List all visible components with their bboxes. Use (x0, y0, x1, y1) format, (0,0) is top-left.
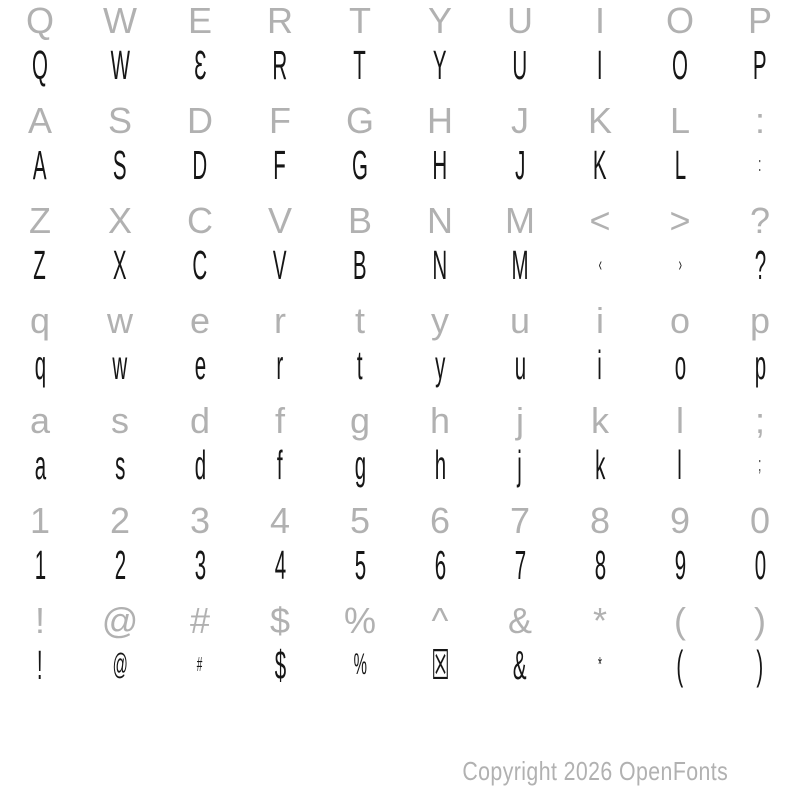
glyph-char: R (272, 41, 288, 88)
reference-char: T (349, 0, 371, 41)
glyph-char: C (192, 241, 208, 288)
glyph-char: ? (754, 241, 766, 288)
reference-char: g (349, 400, 371, 441)
reference-char: P (747, 0, 772, 41)
reference-char: Y (427, 0, 452, 41)
glyph-char: B (353, 241, 367, 288)
glyph-char: G (352, 141, 368, 188)
reference-char: u (509, 300, 531, 341)
reference-row (0, 200, 800, 242)
glyph-char: Z (33, 241, 47, 288)
reference-char: 9 (669, 500, 691, 541)
glyph-char: 2 (114, 541, 126, 588)
glyph-row (0, 142, 800, 188)
glyph-char: r (276, 341, 284, 388)
glyph-char: M (511, 241, 529, 288)
glyph-char: 8 (594, 541, 606, 588)
reference-char: r (274, 300, 286, 341)
glyph-char: q (34, 341, 46, 388)
glyph-row (0, 342, 800, 388)
glyph-char: h (434, 441, 446, 488)
glyph-char: V (273, 241, 287, 288)
reference-char: l (676, 400, 684, 441)
reference-char: K (587, 100, 612, 141)
copyright-text: Copyright 2026 OpenFonts (462, 756, 728, 786)
glyph-char: : (758, 154, 762, 176)
reference-row (0, 600, 800, 642)
reference-char: 6 (429, 500, 451, 541)
glyph-char: 1 (34, 541, 46, 588)
reference-char: J (511, 100, 529, 141)
glyph-char: 6 (434, 541, 446, 588)
glyph-char: 0 (754, 541, 766, 588)
glyph-char: D (192, 141, 208, 188)
reference-char: d (189, 400, 211, 441)
glyph-char: 9 (674, 541, 686, 588)
reference-char: s (111, 400, 129, 441)
glyph-char: o (674, 341, 686, 388)
reference-char: H (427, 100, 453, 141)
missing-glyph-box: ☒ (430, 641, 450, 688)
glyph-char: T (353, 41, 367, 88)
reference-char: 2 (109, 500, 131, 541)
reference-char: Z (29, 200, 51, 241)
reference-row (0, 500, 800, 542)
reference-char: p (749, 300, 771, 341)
glyph-char: 3 (194, 541, 206, 588)
reference-char: 4 (269, 500, 291, 541)
reference-char: j (516, 400, 524, 441)
reference-char: < (589, 200, 611, 241)
glyph-char: I (597, 41, 603, 88)
glyph-char: e (194, 341, 206, 388)
reference-row (0, 400, 800, 442)
reference-char: w (107, 300, 133, 341)
reference-char: 8 (589, 500, 611, 541)
glyph-char: ; (758, 454, 762, 476)
glyph-char: & (513, 641, 527, 688)
reference-char: y (431, 300, 449, 341)
glyph-char: K (593, 141, 607, 188)
page-footer (0, 700, 800, 800)
glyph-char: X (113, 241, 127, 288)
glyph-char: w (112, 341, 128, 388)
glyph-char: t (357, 341, 363, 388)
glyph-char: % (353, 648, 367, 681)
reference-char: A (27, 100, 52, 141)
character-row-pair (0, 100, 800, 200)
glyph-char: ‹ (598, 254, 602, 276)
glyph-char: u (514, 341, 526, 388)
reference-row (0, 0, 800, 42)
glyph-char: H (432, 141, 448, 188)
reference-char: S (107, 100, 132, 141)
reference-char: q (29, 300, 51, 341)
glyph-char: Y (433, 41, 447, 88)
glyph-char: N (432, 241, 448, 288)
glyph-row (0, 542, 800, 588)
reference-char: X (107, 200, 132, 241)
glyph-char: d (194, 441, 206, 488)
glyph-char: O (672, 41, 688, 88)
reference-char: G (345, 100, 374, 141)
glyph-char: A (33, 141, 47, 188)
glyph-row (0, 42, 800, 88)
reference-char: 5 (349, 500, 371, 541)
reference-char: a (29, 400, 51, 441)
glyph-char: j (517, 441, 523, 488)
reference-char: F (269, 100, 291, 141)
glyph-char: p (754, 341, 766, 388)
glyph-char: P (753, 41, 767, 88)
glyph-char: a (34, 441, 46, 488)
reference-char: ) (754, 600, 766, 641)
glyph-char: f (277, 441, 283, 488)
glyph-char: L (674, 141, 686, 188)
reference-char: ; (754, 400, 765, 441)
glyph-char: ! (37, 641, 43, 688)
reference-char: 0 (749, 500, 771, 541)
reference-char: U (507, 0, 533, 41)
reference-char: k (591, 400, 609, 441)
reference-char: D (187, 100, 213, 141)
reference-char: # (189, 600, 211, 641)
glyph-char: g (354, 441, 366, 488)
character-row-pair (0, 300, 800, 400)
reference-char: 3 (189, 500, 211, 541)
character-row-pair (0, 600, 800, 700)
reference-char: R (267, 0, 293, 41)
reference-char: f (274, 400, 285, 441)
glyph-char: 7 (514, 541, 526, 588)
reference-char: t (354, 300, 365, 341)
character-row-pair (0, 500, 800, 600)
glyph-char: S (113, 141, 127, 188)
glyph-char: # (197, 654, 203, 676)
glyph-char: y (434, 341, 446, 388)
reference-char: ! (34, 600, 45, 641)
glyph-char: ( (676, 641, 684, 688)
reference-char: C (187, 200, 213, 241)
reference-char: L (669, 100, 691, 141)
glyph-char: Q (32, 41, 48, 88)
glyph-char: i (597, 341, 603, 388)
reference-char: o (669, 300, 691, 341)
glyph-char: s (114, 441, 126, 488)
reference-char: > (669, 200, 691, 241)
glyph-char: l (677, 441, 683, 488)
reference-char: ? (749, 200, 771, 241)
reference-char: ( (674, 600, 686, 641)
glyph-row (0, 442, 800, 488)
reference-char: & (507, 600, 532, 641)
reference-row (0, 300, 800, 342)
glyph-row (0, 242, 800, 288)
reference-char: ^ (431, 600, 449, 641)
reference-char: : (754, 100, 765, 141)
glyph-char: $ (274, 641, 286, 688)
character-row-pair (0, 0, 800, 100)
reference-char: 7 (509, 500, 531, 541)
glyph-char: k (594, 441, 606, 488)
glyph-char: Ɛ (193, 41, 207, 88)
glyph-char: F (273, 141, 287, 188)
glyph-char: W (110, 41, 130, 88)
reference-char: $ (269, 600, 291, 641)
reference-row (0, 100, 800, 142)
reference-char: I (594, 0, 605, 41)
reference-char: 1 (29, 500, 51, 541)
glyph-char: @ (112, 648, 128, 681)
glyph-char: * (598, 654, 602, 676)
glyph-char: J (514, 141, 526, 188)
character-row-pair (0, 200, 800, 300)
reference-char: i (596, 300, 604, 341)
glyph-char: › (678, 254, 682, 276)
reference-char: O (665, 0, 694, 41)
glyph-row (0, 642, 800, 688)
glyph-char: U (512, 41, 528, 88)
reference-char: B (347, 200, 372, 241)
reference-char: V (267, 200, 292, 241)
reference-char: * (592, 600, 607, 641)
reference-char: Q (25, 0, 54, 41)
reference-char: E (187, 0, 212, 41)
reference-char: N (427, 200, 453, 241)
glyph-char: 4 (274, 541, 286, 588)
reference-char: e (189, 300, 211, 341)
reference-char: @ (101, 600, 139, 641)
reference-char: M (505, 200, 535, 241)
glyph-char: 5 (354, 541, 366, 588)
reference-char: h (429, 400, 451, 441)
reference-char: W (103, 0, 137, 41)
character-row-pair (0, 400, 800, 500)
reference-char: % (343, 600, 376, 641)
glyph-char: ) (756, 641, 764, 688)
